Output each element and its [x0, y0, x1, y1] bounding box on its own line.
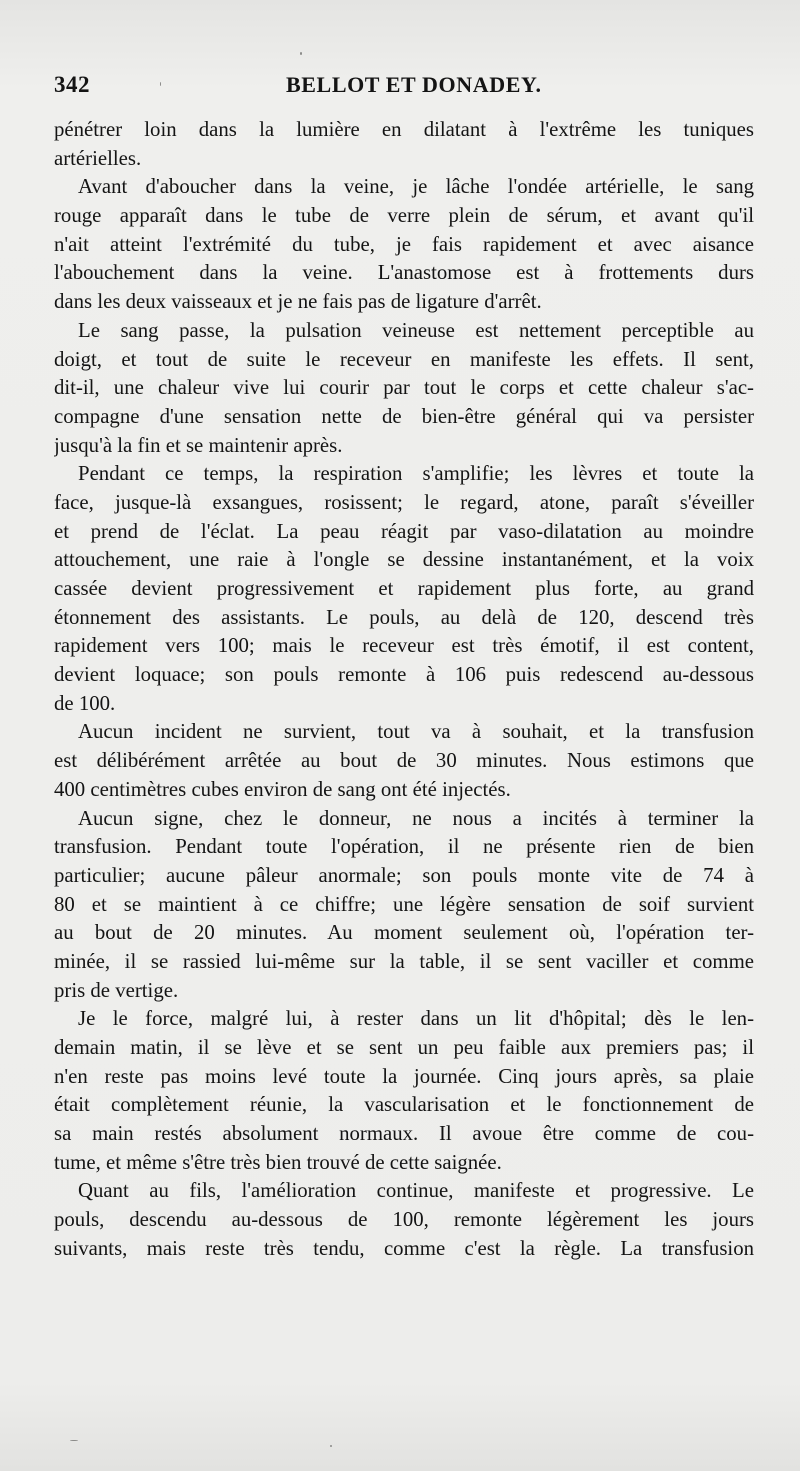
running-head: BELLOT ET DONADEY.: [286, 72, 542, 97]
text-line-4: rouge apparaît dans le tube de verre plein de sérum, et avant qu'il: [54, 204, 754, 228]
text-line-21: de 100.: [54, 691, 116, 715]
page-number: 342: [54, 72, 90, 97]
text-line-6: l'abouchement dans la veine. L'anastomose est à frottements durs: [54, 261, 754, 285]
text-line-1: pénétrer loin dans la lumière en dilatant à l'extrême les tuniques: [54, 118, 754, 141]
text-line-33: demain matin, il se lève et se sent un peu faible aux premiers pas; il: [54, 1036, 754, 1059]
text-line-26: transfusion. Pendant toute l'opération, il ne présente rien de bien: [54, 835, 754, 859]
text-line-20: devient loquace; son pouls remonte à 106 puis redescend au-dessous: [54, 663, 754, 687]
text-line-31: pris de vertige.: [54, 978, 179, 1002]
body-text: [54, 116, 754, 1346]
text-line-35: était complètement réunie, la vascularisation et le fonctionnement de: [54, 1093, 754, 1117]
text-line-3: Avant d'aboucher dans la veine, je lâche l'ondée artérielle, le sang: [78, 175, 754, 199]
text-line-13: Pendant ce temps, la respiration s'amplifie; les lèvres et toute la: [78, 462, 754, 486]
text-line-5: n'ait atteint l'extrémité du tube, je fais rapidement et avec aisance: [54, 232, 754, 256]
text-line-28: 80 et se maintient à ce chiffre; une légère sensation de soif survient: [54, 892, 754, 916]
text-line-15: et prend de l'éclat. La peau réagit par vaso-dilatation au moindre: [54, 519, 754, 543]
text-line-23: est délibérément arrêtée au bout de 30 minutes. Nous estimons que: [54, 749, 754, 773]
text-line-32: Je le force, malgré lui, à rester dans un lit d'hôpital; dès le len-: [78, 1007, 754, 1031]
text-line-37: tume, et même s'être très bien trouvé de cette saignée.: [54, 1150, 502, 1174]
text-line-34: n'en reste pas moins levé toute la journée. Cinq jours après, sa plaie: [54, 1064, 754, 1088]
text-line-17: cassée devient progressivement et rapidement plus forte, au grand: [54, 577, 754, 600]
text-line-10: dit-il, une chaleur vive lui courir par tout le corps et cette chaleur s'ac-: [54, 376, 754, 400]
text-line-29: au bout de 20 minutes. Au moment seulement où, l'opération ter-: [54, 921, 754, 945]
text-line-30: minée, il se rassied lui-même sur la table, il se sent vaciller et comme: [54, 949, 754, 973]
text-line-39: pouls, descendu au-dessous de 100, remonte légèrement les jours: [54, 1208, 754, 1232]
page-header: [54, 72, 754, 102]
text-line-18: étonnement des assistants. Le pouls, au delà de 120, descend très: [54, 605, 754, 629]
text-line-36: sa main restés absolument normaux. Il avoue être comme de cou-: [54, 1122, 754, 1146]
text-line-14: face, jusque-là exsangues, rosissent; le regard, atone, paraît s'éveiller: [54, 490, 754, 514]
text-line-25: Aucun signe, chez le donneur, ne nous a incités à terminer la: [78, 806, 754, 830]
paper-speck: [330, 1445, 332, 1447]
text-line-12: jusqu'à la fin et se maintenir après.: [54, 433, 343, 457]
text-line-40: suivants, mais reste très tendu, comme c'est la règle. La transfusion: [54, 1236, 754, 1260]
text-line-7: dans les deux vaisseaux et je ne fais pas de ligature d'arrêt.: [54, 290, 542, 314]
text-line-38: Quant au fils, l'amélioration continue, manifeste et progressive. Le: [78, 1179, 754, 1203]
text-line-24: 400 centimètres cubes environ de sang ont été injectés.: [54, 777, 511, 801]
paper-speck: [160, 82, 161, 86]
text-line-22: Aucun incident ne survient, tout va à souhait, et la transfusion: [78, 720, 754, 744]
paper-speck: [70, 1440, 78, 1441]
text-line-11: compagne d'une sensation nette de bien-être général qui va persister: [54, 404, 754, 428]
text-line-9: doigt, et tout de suite le receveur en manifeste les effets. Il sent,: [54, 347, 754, 371]
text-line-2: artérielles.: [54, 146, 142, 170]
text-line-27: particulier; aucune pâleur anormale; son pouls monte vite de 74 à: [54, 863, 754, 887]
text-line-8: Le sang passe, la pulsation veineuse est nettement perceptible au: [78, 318, 754, 342]
text-line-16: attouchement, une raie à l'ongle se dessine instantanément, et la voix: [54, 548, 754, 572]
paper-speck: [300, 52, 302, 55]
text-line-19: rapidement vers 100; mais le receveur est très émotif, il est content,: [54, 634, 754, 658]
